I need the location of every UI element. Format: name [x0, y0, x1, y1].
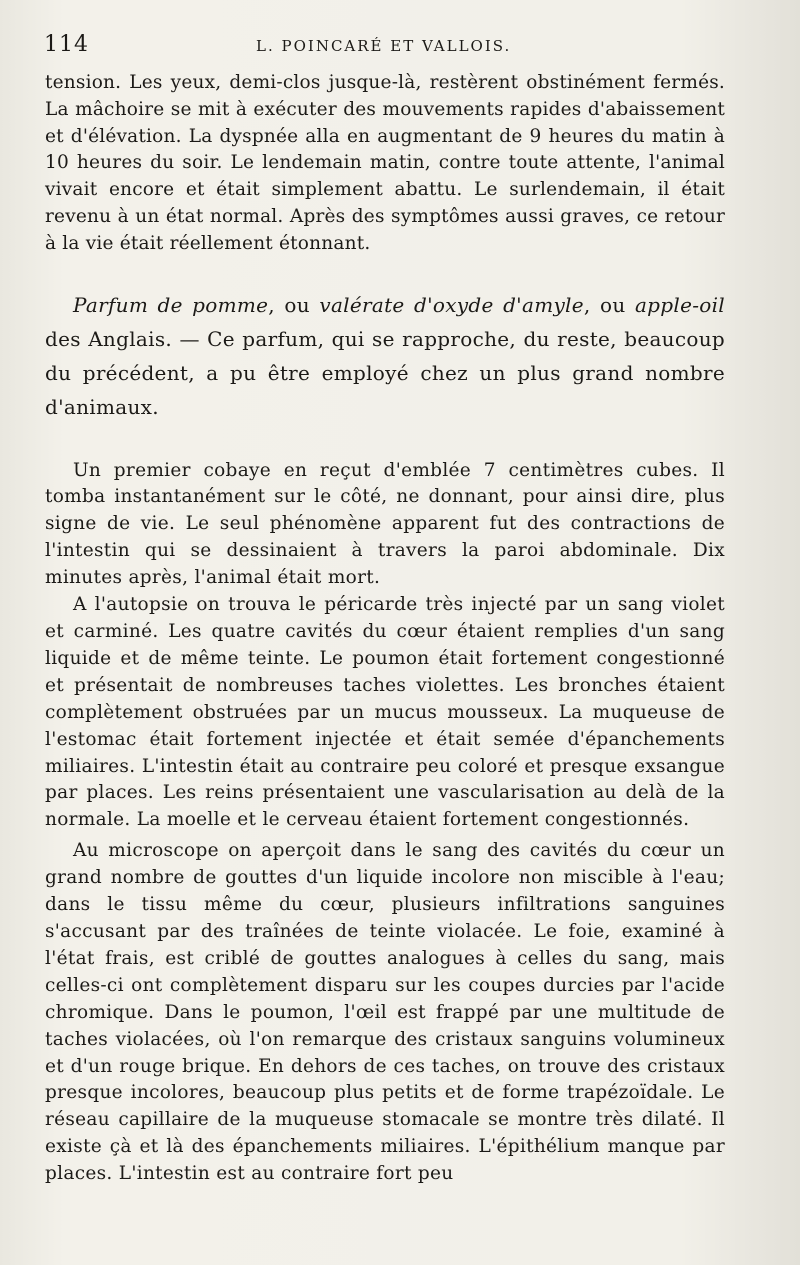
running-head: L. POINCARÉ ET VALLOIS.: [256, 37, 512, 55]
paragraph-continuation: tension. Les yeux, demi-clos jusque-là, restèrent obstinément fermés. La mâchoire se mit à exécuter des mouvements rapides d'abaissement et d'élévation. La dyspnée alla en augmentant de 9 heures du matin à 10 heures du soir. Le lendemain matin, contre toute attente, l'animal vivait encore et était simplement abattu. Le surlendemain, il était revenu à un état normal. Après des symptômes aussi graves, ce retour à la vie était réellement étonnant.: [45, 72, 725, 254]
paragraph-first-guinea-pig: Un premier cobaye en reçut d'emblée 7 centimètres cubes. Il tomba instantanément sur le côté, ne donnant, pour ainsi dire, plus signe de vie. Le seul phénomène apparent fut des contractions de l'intestin qui se dessinaient à travers la paroi abdominale. Dix minutes après, l'animal était mort.: [45, 459, 725, 589]
section-separator: , ou: [583, 292, 635, 317]
section-heading-paragraph: [45, 288, 725, 424]
section-synonym-italic: valérate d'oxyde d'amyle: [319, 292, 584, 317]
body-text: [45, 70, 725, 1188]
page-header: [44, 32, 734, 62]
paragraph-autopsy: A l'autopsie on trouva le péricarde très injecté par un sang violet et carminé. Les quatre cavités du cœur étaient remplies d'un sang liquide et de même teinte. Le poumon était fortement congestionné et présentait de nombreuses taches violettes. Les bronches étaient complètement obstruées par un mucus mousseux. La muqueuse de l'estomac était fortement injectée et était semée d'épanchements miliaires. L'intestin était au contraire peu coloré et presque exsangue par places. Les reins présentaient une vascularisation au delà de la normale. La moelle et le cerveau étaient fortement congestionnés.: [45, 594, 725, 831]
paragraph-microscope: Au microscope on aperçoit dans le sang des cavités du cœur un grand nombre de gouttes d'un liquide incolore non miscible à l'eau; dans le tissu même du cœur, plusieurs infiltrations sanguines s'accusant par des traînées de teinte violacée. Le foie, examiné à l'état frais, est criblé de gouttes analogues à celles du sang, mais celles-ci ont complètement disparu sur les coupes durcies par l'acide chromique. Dans le poumon, l'œil est frappé par une multitude de taches violacées, où l'on remarque des cristaux sanguins volumineux et d'un rouge brique. En dehors de ces taches, on trouve des cristaux presque incolores, beaucoup plus petits et de forme trapézoïdale. Le réseau capillaire de la muqueuse stomacale se montre très dilaté. Il existe çà et là des épanchements miliaires. L'épithélium manque par places. L'intestin est au contraire fort peu: [45, 840, 725, 1185]
section-english-name-italic: apple-oil: [634, 292, 725, 317]
section-separator: , ou: [268, 292, 320, 317]
section-title-italic: Parfum de pomme: [73, 292, 269, 317]
section-text: des Anglais. — Ce parfum, qui se rapproche, du reste, beaucoup du précédent, a pu être employé chez un plus grand nombre d'animaux.: [45, 326, 725, 419]
page-number: 114: [44, 32, 89, 57]
